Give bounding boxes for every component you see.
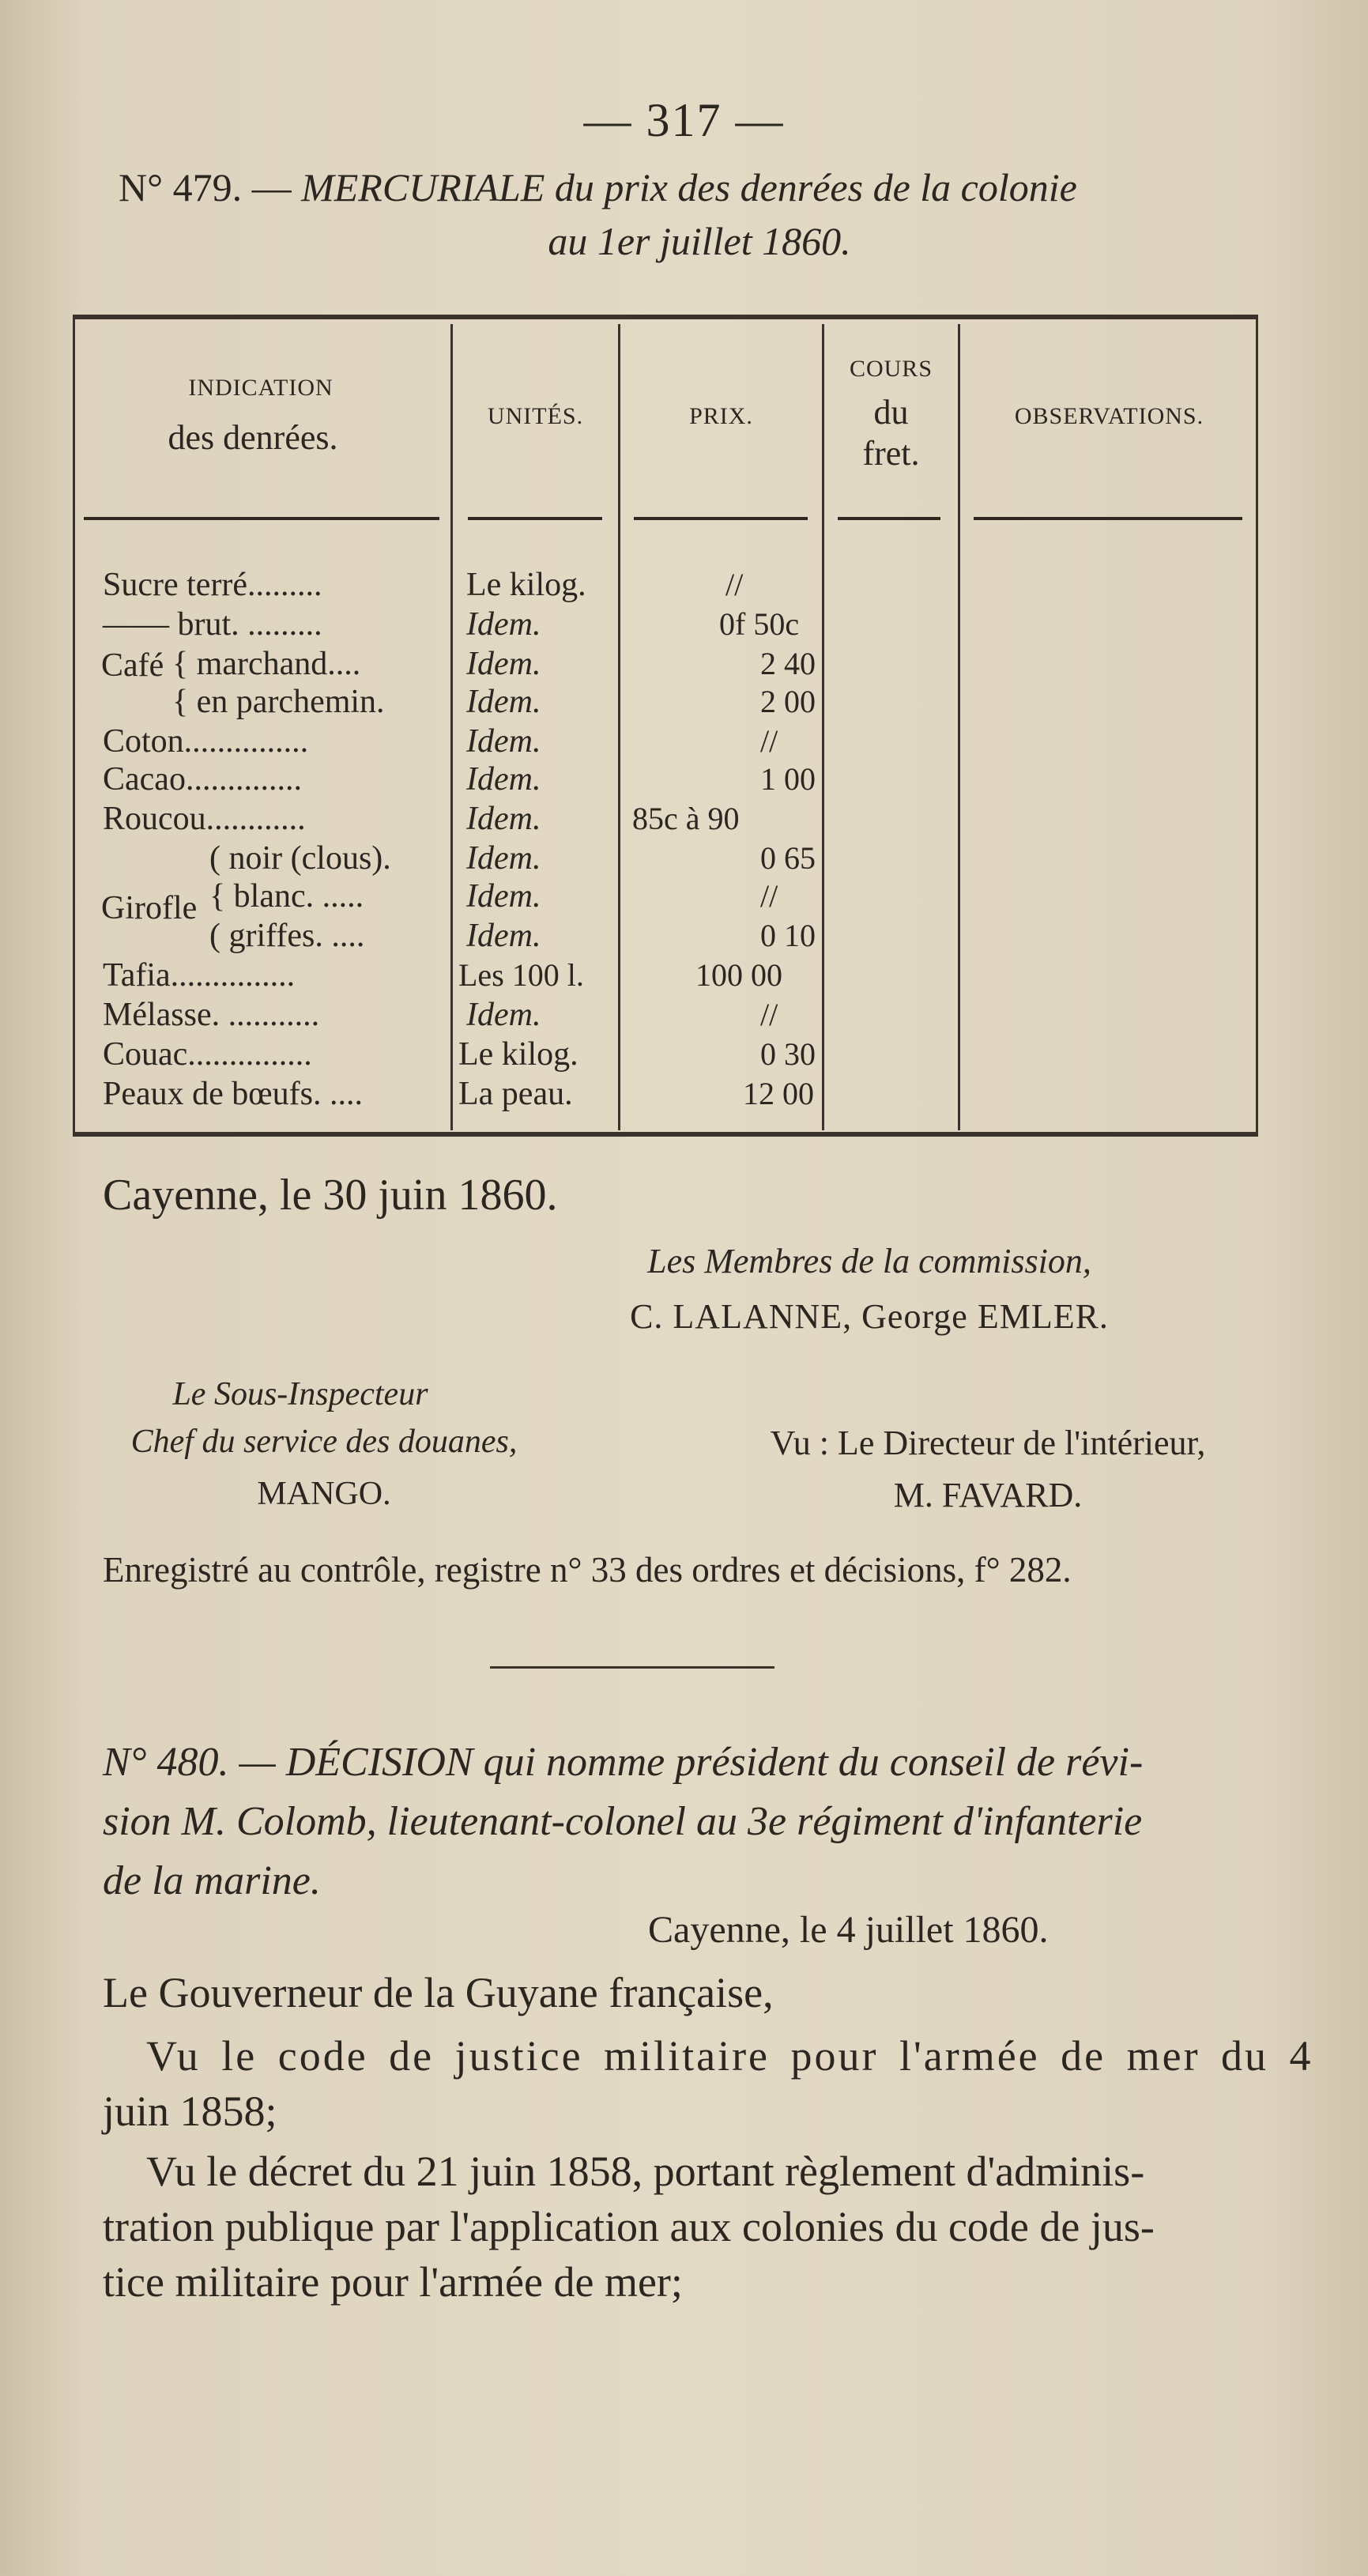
header-rule xyxy=(84,517,439,520)
group-label-cafe: Café xyxy=(101,647,164,684)
row-label: { blanc. ..... xyxy=(209,878,364,915)
header-cours-fret: fret. xyxy=(862,434,920,473)
commission-names: C. LALANNE, George EMLER. xyxy=(630,1297,1109,1336)
row-unit: Idem. xyxy=(466,801,541,837)
row-label: Couac............... xyxy=(103,1036,312,1073)
row-label: ( noir (clous). xyxy=(209,840,391,877)
row-unit: Idem. xyxy=(466,723,541,760)
header-indication: INDICATION xyxy=(188,375,334,401)
row-label: ( griffes. .... xyxy=(209,918,365,954)
row-label: Mélasse. ........... xyxy=(103,997,320,1033)
row-price: 0 10 xyxy=(760,918,816,953)
paragraph-2-line-1: Vu le décret du 21 juin 1858, portant règlement d'adminis- xyxy=(146,2148,1145,2195)
header-indication-sub: des denrées. xyxy=(168,418,338,457)
page-number: — 317 — xyxy=(583,94,785,146)
row-unit: Idem. xyxy=(466,997,541,1033)
row-unit: Le kilog. xyxy=(458,1036,578,1073)
row-price: // xyxy=(760,997,778,1032)
row-label: Peaux de bœufs. .... xyxy=(103,1076,363,1112)
decision-heading-3: de la marine. xyxy=(103,1858,321,1903)
row-price: 0f 50c xyxy=(719,606,800,642)
row-label: —— brut. ......... xyxy=(103,606,322,643)
decision-place-date: Cayenne, le 4 juillet 1860. xyxy=(648,1909,1049,1951)
row-price: // xyxy=(760,878,778,914)
commission-title: Les Membres de la commission, xyxy=(647,1242,1091,1280)
row-unit: Idem. xyxy=(466,684,541,720)
section-separator xyxy=(490,1666,774,1669)
director-name: M. FAVARD. xyxy=(893,1476,1083,1514)
header-cours: COURS xyxy=(849,356,933,382)
row-price: 85c à 90 xyxy=(632,801,740,836)
row-price: // xyxy=(760,723,778,759)
heading-number: N° 479. — xyxy=(119,165,292,209)
row-unit: Idem. xyxy=(466,878,541,915)
row-price: // xyxy=(725,567,744,602)
director-vu: Vu : Le Directeur de l'intérieur, xyxy=(770,1424,1206,1462)
governor-line: Le Gouverneur de la Guyane française, xyxy=(103,1969,774,2016)
row-unit: Idem. xyxy=(466,761,541,798)
row-unit: Idem. xyxy=(466,918,541,954)
header-rule xyxy=(468,517,602,520)
row-label: Coton............... xyxy=(103,723,309,760)
paragraph-1-line-1: Vu le code de justice militaire pour l'armée de mer du 4 xyxy=(146,2032,1313,2080)
column-divider xyxy=(958,324,960,1130)
row-unit: La peau. xyxy=(458,1076,573,1112)
inspector-role: Chef du service des douanes, xyxy=(130,1424,518,1460)
header-unites: UNITÉS. xyxy=(487,403,584,429)
column-divider xyxy=(450,324,453,1130)
inspector-title: Le Sous-Inspecteur xyxy=(172,1376,428,1412)
row-label: Sucre terré......... xyxy=(103,567,322,603)
row-label: Tafia............... xyxy=(103,957,296,994)
closing-date: Cayenne, le 30 juin 1860. xyxy=(103,1171,558,1220)
inspector-name: MANGO. xyxy=(257,1476,391,1512)
row-price: 2 40 xyxy=(760,646,816,681)
row-price: 0 65 xyxy=(760,840,816,876)
decision-heading-2: sion M. Colomb, lieutenant-colonel au 3e régiment d'infanterie xyxy=(103,1799,1143,1844)
registration-note: Enregistré au contrôle, registre n° 33 des ordres et décisions, f° 282. xyxy=(103,1550,1072,1590)
decision-heading-1: N° 480. — DÉCISION qui nomme président du conseil de révi- xyxy=(103,1740,1144,1785)
row-price: 2 00 xyxy=(760,684,816,719)
row-price: 1 00 xyxy=(760,761,816,797)
row-price: 12 00 xyxy=(743,1076,814,1111)
row-unit: Le kilog. xyxy=(466,567,586,603)
header-rule xyxy=(838,517,940,520)
row-price: 100 00 xyxy=(695,957,782,993)
header-cours-du: du xyxy=(873,393,909,432)
group-label-girofle: Girofle xyxy=(101,890,198,926)
header-observations: OBSERVATIONS. xyxy=(1014,403,1204,429)
row-unit: Idem. xyxy=(466,606,541,643)
row-label: Cacao.............. xyxy=(103,761,302,798)
row-price: 0 30 xyxy=(760,1036,816,1072)
header-rule xyxy=(974,517,1242,520)
paragraph-2-line-2: tration publique par l'application aux colonies du code de jus- xyxy=(103,2203,1155,2250)
row-label: { marchand.... xyxy=(172,646,361,682)
row-unit: Idem. xyxy=(466,646,541,682)
heading-line-2: au 1er juillet 1860. xyxy=(548,219,851,263)
row-unit: Idem. xyxy=(466,840,541,877)
header-prix: PRIX. xyxy=(689,403,753,429)
row-unit: Les 100 l. xyxy=(458,957,584,993)
row-label: { en parchemin. xyxy=(172,684,385,720)
column-divider xyxy=(618,324,620,1130)
heading-line-1 xyxy=(119,164,1280,210)
row-label: Roucou............ xyxy=(103,801,306,837)
header-rule xyxy=(634,517,808,520)
heading-title: MERCURIALE du prix des denrées de la colonie xyxy=(301,165,1077,209)
paragraph-1-line-2: juin 1858; xyxy=(103,2088,277,2135)
paragraph-2-line-3: tice militaire pour l'armée de mer; xyxy=(103,2258,683,2306)
